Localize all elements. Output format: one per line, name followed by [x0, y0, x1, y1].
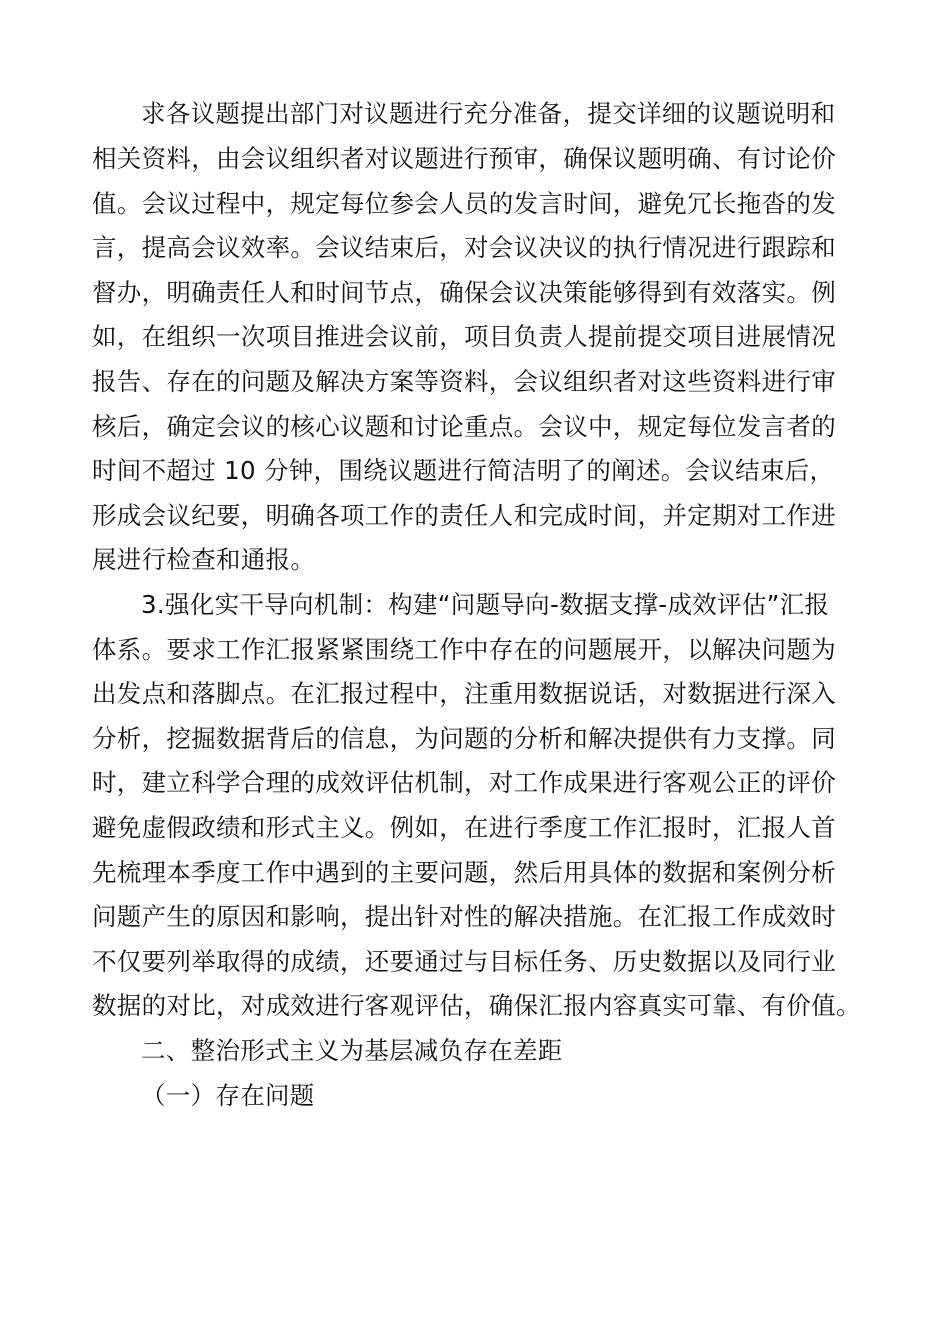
- text-line: 时，建立科学合理的成效评估机制，对工作成果进行客观公正的评价: [92, 768, 836, 797]
- text-line: 体系。要求工作汇报紧紧围绕工作中存在的问题展开，以解决问题为: [92, 635, 836, 664]
- text-line: 时间不超过 10 分钟，围绕议题进行简洁明了的阐述。会议结束后，: [92, 456, 835, 485]
- text-line: 值。会议过程中，规定每位参会人员的发言时间，避免冗长拖沓的发: [92, 189, 836, 218]
- text-line: 问题产生的原因和影响，提出针对性的解决措施。在汇报工作成效时: [92, 902, 836, 931]
- text-line: 出发点和落脚点。在汇报过程中，注重用数据说话，对数据进行深入: [92, 679, 836, 708]
- subsection-heading: （一）存在问题: [141, 1081, 315, 1110]
- text-line: 数据的对比，对成效进行客观评估，确保汇报内容真实可靠、有价值。: [92, 991, 861, 1020]
- text-line: 督办，明确责任人和时间节点，确保会议决策能够得到有效落实。例: [92, 278, 836, 307]
- text-line: 不仅要列举取得的成绩，还要通过与目标任务、历史数据以及同行业: [92, 947, 836, 976]
- text-line: 如，在组织一次项目推进会议前，项目负责人提前提交项目进展情况: [92, 322, 836, 351]
- section-heading-line: 3.强化实干导向机制：构建“问题导向-数据支撑-成效评估”汇报: [141, 590, 830, 619]
- text-line: 展进行检查和通报。: [92, 545, 316, 574]
- text-line: 分析，挖掘数据背后的信息，为问题的分析和解决提供有力支撑。同: [92, 724, 836, 753]
- text-line: 言，提高会议效率。会议结束后，对会议决议的执行情况进行跟踪和: [92, 233, 836, 262]
- text-line: 核后，确定会议的核心议题和讨论重点。会议中，规定每位发言者的: [92, 412, 836, 441]
- text-line: 相关资料，由会议组织者对议题进行预审，确保议题明确、有讨论价: [92, 144, 836, 173]
- text-line: 形成会议纪要，明确各项工作的责任人和完成时间，并定期对工作进: [92, 501, 836, 530]
- text-line: 求各议题提出部门对议题进行充分准备，提交详细的议题说明和: [141, 99, 836, 128]
- text-line: 报告、存在的问题及解决方案等资料，会议组织者对这些资料进行审: [92, 367, 836, 396]
- text-line: 避免虚假政绩和形式主义。例如，在进行季度工作汇报时，汇报人首: [92, 813, 836, 842]
- section-heading: 二、整治形式主义为基层减负存在差距: [141, 1036, 563, 1065]
- text-line: 先梳理本季度工作中遇到的主要问题，然后用具体的数据和案例分析: [92, 858, 836, 887]
